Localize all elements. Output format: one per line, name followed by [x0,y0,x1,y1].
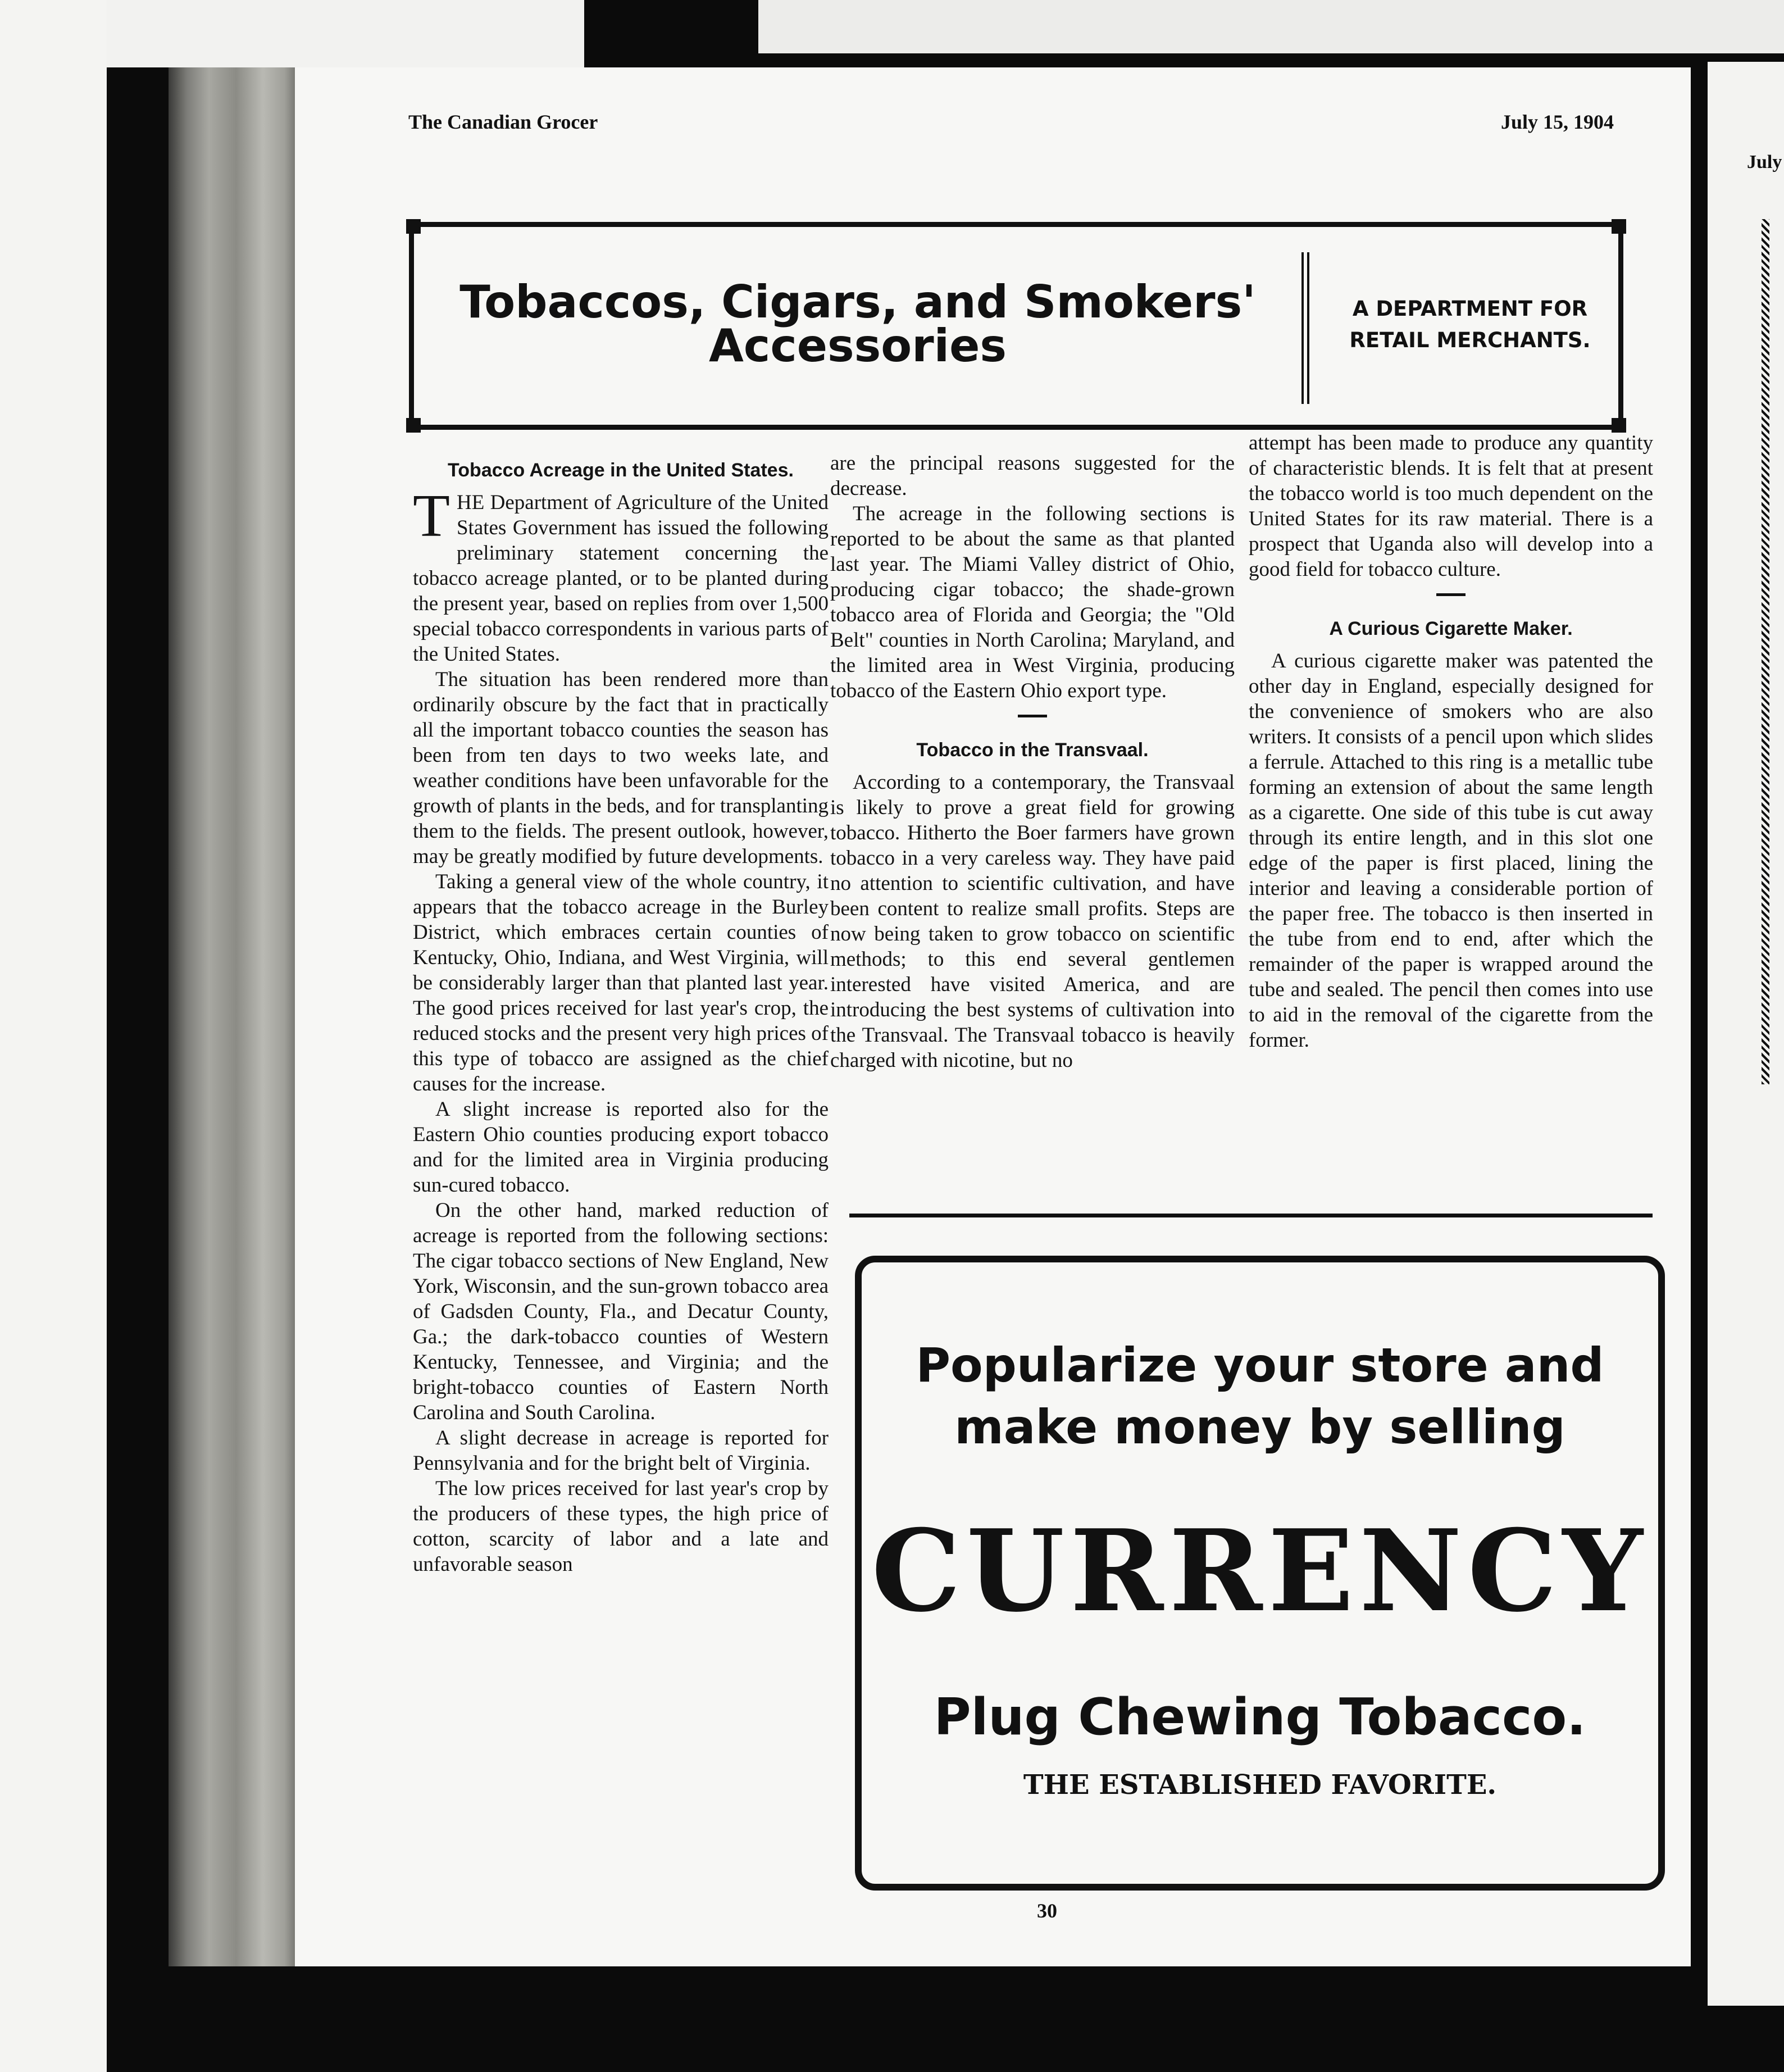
banner-dept-line2: RETAIL MERCHANTS. [1349,328,1591,352]
article-heading-cigarette-maker: A Curious Cigarette Maker. [1329,618,1573,639]
article-paragraph: The low prices received for last year's crop by the producers of these types, the high price of cotton, scarcity of labor and a late and unfavorable season [413,1477,829,1576]
banner-title [414,276,1301,372]
article-paragraph: A curious cigarette maker was patented the other day in England, especially designed for the convenience of smokers who are also writers. It consists of a pencil upon which slides a ferrule. Attached to this ring is a metallic tube forming an extension of about the same length as a cigarette. One side of this tube is cut away through its entire length, and in this slot one edge of the paper is first placed, lining the interior and leaving a considerable portion of the paper free. The tobacco is then inserted in the tube from end to end, after which the remainder of the paper is wrapped around the tube and sealed. The pencil then comes into use to aid in the removal of the cigarette from the former. [1249,649,1653,1052]
currency-tobacco-advertisement [855,1256,1665,1891]
article-paragraph: The situation has been rendered more than ordinarily obscure by the fact that in practically all the important tobacco counties the season has been from ten days to two weeks late, and weather conditions have been unfavorable for the growth of plants in the beds, and for transplanting them to the fields. The present outlook, however, may be greatly modified by future developments. [413,668,829,868]
section-separator [1018,715,1047,717]
running-header-title: The Canadian Grocer [408,111,598,133]
scan-margin-left [0,0,107,2072]
ad-headline-line2: make money by selling [954,1399,1565,1455]
book-spine [169,67,303,1966]
article-paragraph: attempt has been made to produce any quantity of characteristic blends. It is felt that at present the tobacco world is too much dependent on the United States for its raw material. There is a prospect that Uganda also will develop into a good field for tobacco culture. [1249,431,1653,581]
adjacent-page-border [1762,219,1769,1084]
banner-corner-ornament [406,219,421,234]
running-header-date: July 15, 1904 [1501,111,1614,133]
banner-corner-ornament [406,418,421,433]
banner-divider [1301,252,1309,404]
ad-product-name: Plug Chewing Tobacco. [934,1688,1586,1747]
article-paragraph: THE Department of Agriculture of the United States Government has issued the following preliminary statement concerning the tobacco acreage planted, or to be planted during the present year, based on replies from over 1,500 special tobacco correspondents in various parts of the United States. [413,483,829,666]
article-heading-acreage: Tobacco Acreage in the United States. [448,460,794,481]
article-paragraph: According to a contemporary, the Transvaal is likely to prove a great field for growing tobacco. Hitherto the Boer farmers have grown tobacco in a very careless way. They have paid no attention to scientific cultivation, and have been content to realize small profits. Steps are now being taken to grow tobacco on scientific methods; to this end several gentlemen interested have visited America, and are introducing the best systems of cultivation into the Transvaal. The Transvaal tobacco is heavily charged with nicotine, but no [830,771,1235,1072]
column-1 [413,458,829,1577]
banner-department-label [1313,293,1627,356]
page-number: 30 [1037,1900,1057,1922]
column-2 [830,451,1235,1073]
article-paragraph: The acreage in the following sections is reported to be about the same as that planted last year. The Miami Valley district of Ohio, producing cigar tobacco; the shade-grown tobacco area of Florida and Georgia; the "Old Belt" counties in North Carolina; Maryland, and the limited area in West Virginia, producing tobacco of the Eastern Ohio export type. [830,502,1235,702]
article-paragraph: Taking a general view of the whole country, it appears that the tobacco acreage in the Burley District, which embraces certain counties of Kentucky, Ohio, Indiana, and West Virginia, will be considerably larger than that planted last year. The good prices received for last year's crop, the reduced stocks and the present very high prices of this type of tobacco are assigned as the chief causes for the increase. [413,870,829,1096]
column-3 [1249,430,1653,1053]
banner-corner-ornament [1612,219,1626,234]
adjacent-page [1708,62,1784,2006]
adjacent-page-date: July [1747,152,1782,172]
article-paragraph: A slight increase is reported also for the Eastern Ohio counties producing export tobacco and for the limited area in Virginia producing sun-cured tobacco. [413,1098,829,1197]
horizontal-rule [849,1214,1653,1217]
ad-brand-name: CURRENCY [871,1505,1649,1637]
article-heading-transvaal: Tobacco in the Transvaal. [916,739,1149,761]
drop-cap: T [413,483,450,549]
article-paragraph: A slight decrease in acreage is reported for Pennsylvania and for the bright belt of Virginia. [413,1426,829,1475]
department-banner [409,222,1623,430]
banner-dept-line1: A DEPARTMENT FOR [1352,297,1588,321]
section-separator [1436,593,1466,596]
banner-title-line1: Tobaccos, Cigars, and Smokers' [459,276,1256,328]
ad-tagline: THE ESTABLISHED FAVORITE. [1023,1769,1497,1801]
article-paragraph: On the other hand, marked reduction of acreage is reported from the following sections: The cigar tobacco sections of New England, New York, Wisconsin, and the sun-grown tobacco area of Gadsden County, Fla., and Decatur County, Ga.; the dark-tobacco counties of Western Kentucky, Tennessee, and Virginia; and the bright-tobacco counties of Eastern North Carolina and South Carolina. [413,1199,829,1424]
scan-margin-top-right [758,0,1784,53]
banner-title-line2: Accessories [709,320,1007,372]
article-paragraph: are the principal reasons suggested for the decrease. [830,452,1235,500]
ad-headline-line1: Popularize your store and [916,1338,1604,1393]
